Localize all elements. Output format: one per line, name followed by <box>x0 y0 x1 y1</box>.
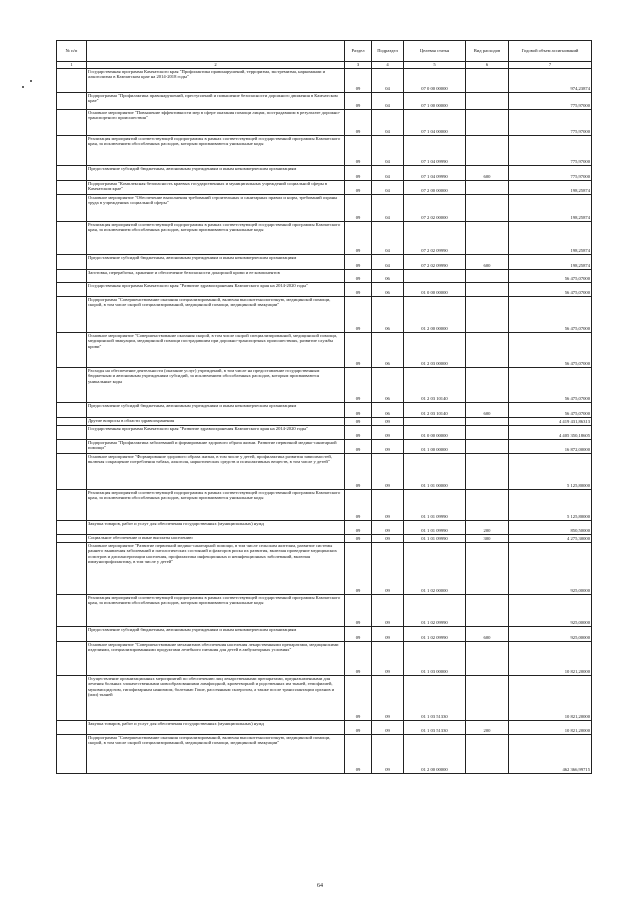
row-num <box>57 296 87 332</box>
table-row <box>57 367 592 402</box>
row-expense-type: 600 <box>466 165 509 180</box>
row-expense-type: 600 <box>466 626 509 641</box>
row-razdel: 09 <box>345 221 372 254</box>
row-podrazdel: 04 <box>372 109 404 135</box>
row-num <box>57 641 87 675</box>
header-podrazdel: Подраздел <box>372 41 404 62</box>
row-podrazdel: 06 <box>372 269 404 282</box>
row-name: Подпрограмма "Совершенствование оказания специализированной, включая высокотехнологичную, медицинской помощи, скорой, в том числе скорой специализированной, медицинской помощи, медицинской эвакуации" <box>87 734 345 773</box>
row-podrazdel: 06 <box>372 332 404 367</box>
row-num <box>57 68 87 92</box>
row-expense-type <box>466 641 509 675</box>
row-target-article: 01 0 00 00000 <box>404 282 466 296</box>
row-name: Предоставление субсидий бюджетным, автономным учреждениям и иным некоммерческим организациям <box>87 165 345 180</box>
row-podrazdel: 09 <box>372 425 404 439</box>
row-podrazdel: 06 <box>372 367 404 402</box>
row-podrazdel: 06 <box>372 402 404 417</box>
row-podrazdel: 04 <box>372 135 404 165</box>
row-expense-type <box>466 332 509 367</box>
row-num <box>57 439 87 453</box>
row-amount: 775,97000 <box>509 109 592 135</box>
row-expense-type <box>466 221 509 254</box>
column-number: 7 <box>509 62 592 69</box>
row-target-article: 01 0 00 00000 <box>404 425 466 439</box>
row-name: Государственная программа Камчатского края "Развитие здравоохранения Камчатского края на 2014-2020 годы" <box>87 282 345 296</box>
page-number: 64 <box>317 883 323 889</box>
row-razdel: 09 <box>345 453 372 489</box>
row-name: Подпрограмма "Профилактика заболеваний и формирование здорового образа жизни. Развитие первичной медико-санитарной помощи" <box>87 439 345 453</box>
table-row <box>57 282 592 296</box>
table-row <box>57 425 592 439</box>
column-number: 1 <box>57 62 87 69</box>
table-row <box>57 68 592 92</box>
row-podrazdel: 09 <box>372 594 404 626</box>
row-num <box>57 594 87 626</box>
table-row <box>57 92 592 109</box>
table-row <box>57 520 592 534</box>
row-target-article: 01 2 03 10140 <box>404 402 466 417</box>
row-target-article: 07 2 02 09990 <box>404 221 466 254</box>
row-podrazdel: 09 <box>372 453 404 489</box>
row-podrazdel: 09 <box>372 489 404 520</box>
row-num <box>57 109 87 135</box>
row-podrazdel: 09 <box>372 520 404 534</box>
row-razdel: 09 <box>345 109 372 135</box>
row-podrazdel: 09 <box>372 439 404 453</box>
scan-speck <box>30 80 32 82</box>
row-name: Осуществление организационных мероприятий по обеспечению лиц лекарственными препаратами, предназначенными для лечения больных злокачественными новообразованиями лимфоидной, кроветворной и родственных им тканей, гемофилией, муковисцидозом, гипофизарным нанизмом, болезнью Гоше, рассеянным склерозом, а также после трансплантации органов и (или) тканей <box>87 675 345 720</box>
row-podrazdel: 06 <box>372 282 404 296</box>
row-razdel: 09 <box>345 626 372 641</box>
row-num <box>57 92 87 109</box>
table-row <box>57 641 592 675</box>
row-num <box>57 734 87 773</box>
row-amount: 775,97000 <box>509 92 592 109</box>
row-razdel: 09 <box>345 180 372 194</box>
row-name: Основное мероприятие "Совершенствование механизмов обеспечения населения лекарственными препаратами, медицинскими изделиями, специализированными продуктами лечебного питания для детей в амбулаторных условиях" <box>87 641 345 675</box>
row-expense-type <box>466 109 509 135</box>
row-num <box>57 425 87 439</box>
row-amount: 925,00000 <box>509 594 592 626</box>
row-num <box>57 453 87 489</box>
row-razdel: 09 <box>345 417 372 425</box>
table-header-row <box>57 41 592 62</box>
row-expense-type <box>466 453 509 489</box>
column-number: 3 <box>345 62 372 69</box>
row-razdel: 09 <box>345 402 372 417</box>
table-row <box>57 165 592 180</box>
row-amount: 56 475,07000 <box>509 367 592 402</box>
row-name: Основное мероприятие "Повышение эффективности мер в сфере оказания помощи лицам, пострадавшим в результате дорожно-транспортного происшествия" <box>87 109 345 135</box>
row-target-article: 01 1 03 00000 <box>404 641 466 675</box>
table-body <box>57 68 592 773</box>
row-podrazdel: 06 <box>372 296 404 332</box>
header-expense-type: Вид расходов <box>466 41 509 62</box>
row-target-article: 01 2 00 00000 <box>404 734 466 773</box>
row-podrazdel: 04 <box>372 194 404 221</box>
row-target-article: 07 2 02 09990 <box>404 254 466 269</box>
row-razdel: 09 <box>345 367 372 402</box>
row-razdel: 09 <box>345 489 372 520</box>
row-razdel: 09 <box>345 269 372 282</box>
row-razdel: 09 <box>345 165 372 180</box>
table-row <box>57 453 592 489</box>
row-amount: 925,00000 <box>509 626 592 641</box>
row-name: Закупка товаров, работ и услуг для обеспечения государственных (муниципальных) нужд <box>87 720 345 734</box>
row-num <box>57 180 87 194</box>
row-expense-type <box>466 282 509 296</box>
row-name: Предоставление субсидий бюджетным, автономным учреждениям и иным некоммерческим организациям <box>87 402 345 417</box>
row-name: Подпрограмма "Комплексная безопасность краевых государственных и муниципальных учреждений социальной сферы в Камчатском крае" <box>87 180 345 194</box>
row-amount: 4 405 350,18605 <box>509 425 592 439</box>
row-name: Основное мероприятие "Развитие первичной медико-санитарной помощи, в том числе сельским жителям, развитие системы раннего выявления заболеваний и патологических состояний и факторов риска их развития, включая проведение медицинских осмотров и диспансеризации населения, профилактика инфекционных и неинфекционных заболеваний, включая иммунопрофилактику, в том числе у детей" <box>87 542 345 594</box>
row-amount: 4 419 431,86313 <box>509 417 592 425</box>
header-num: № п/п <box>57 41 87 62</box>
row-podrazdel: 04 <box>372 68 404 92</box>
row-target-article: 01 1 01 09990 <box>404 534 466 542</box>
row-name: Государственная программа Камчатского края "Развитие здравоохранения Камчатского края на 2014-2020 годы" <box>87 425 345 439</box>
row-podrazdel: 04 <box>372 221 404 254</box>
row-target-article: 07 1 00 00000 <box>404 92 466 109</box>
row-razdel: 09 <box>345 675 372 720</box>
row-name: Основное мероприятие "Формирование здорового образа жизни, в том числе у детей, профилактика развития зависимостей, включая сокращение потребления табака, алкоголя, наркотических средств и психоактивных веществ, в том числе у детей" <box>87 453 345 489</box>
row-num <box>57 332 87 367</box>
row-name: Реализация мероприятий соответствующей подпрограммы в рамках соответствующей государственной программы Камчатского края, за исключением обособленных расходов, которым присваиваются уникальные коды <box>87 594 345 626</box>
row-num <box>57 534 87 542</box>
row-name: Другие вопросы в области здравоохранения <box>87 417 345 425</box>
header-annual-volume: Годовой объем ассигнований <box>509 41 592 62</box>
row-num <box>57 135 87 165</box>
table-row <box>57 332 592 367</box>
row-target-article: 01 1 01 09990 <box>404 520 466 534</box>
row-razdel: 09 <box>345 194 372 221</box>
row-name: Подпрограмма "Совершенствование оказания специализированной, включая высокотехнологичную, медицинской помощи, скорой, в том числе скорой специализированной, медицинской помощи, медицинской эвакуации" <box>87 296 345 332</box>
row-target-article: 07 1 04 09990 <box>404 135 466 165</box>
column-number: 5 <box>404 62 466 69</box>
row-num <box>57 720 87 734</box>
row-razdel: 09 <box>345 520 372 534</box>
row-num <box>57 675 87 720</box>
row-razdel: 09 <box>345 68 372 92</box>
row-num <box>57 542 87 594</box>
row-expense-type <box>466 269 509 282</box>
row-razdel: 09 <box>345 332 372 367</box>
row-name: Подпрограмма "Профилактика правонарушений, преступлений и повышение безопасности дорожного движения в Камчатском крае" <box>87 92 345 109</box>
header-target-article: Целевая статья <box>404 41 466 62</box>
row-target-article: 07 1 04 09990 <box>404 165 466 180</box>
scan-speck <box>22 86 24 88</box>
row-podrazdel: 09 <box>372 542 404 594</box>
row-amount: 10 821,20000 <box>509 720 592 734</box>
budget-table <box>56 40 592 774</box>
row-amount: 5 125,80000 <box>509 489 592 520</box>
header-name <box>87 41 345 62</box>
row-razdel: 09 <box>345 296 372 332</box>
row-amount: 974,23874 <box>509 68 592 92</box>
row-podrazdel: 09 <box>372 641 404 675</box>
row-num <box>57 367 87 402</box>
table-row <box>57 542 592 594</box>
row-expense-type <box>466 439 509 453</box>
row-target-article: 07 0 00 00000 <box>404 68 466 92</box>
row-target-article: 01 2 03 00000 <box>404 332 466 367</box>
row-razdel: 09 <box>345 282 372 296</box>
row-amount: 775,97000 <box>509 165 592 180</box>
row-target-article: 07 2 00 00000 <box>404 180 466 194</box>
row-name: Социальное обеспечение и иные выплаты населению <box>87 534 345 542</box>
row-name: Реализация мероприятий соответствующей подпрограммы в рамках соответствующей государственной программы Камчатского края, за исключением обособленных расходов, которым присваиваются уникальные коды <box>87 221 345 254</box>
row-expense-type <box>466 542 509 594</box>
row-num <box>57 417 87 425</box>
row-target-article: 01 1 03 51330 <box>404 675 466 720</box>
row-target-article: 07 1 04 00000 <box>404 109 466 135</box>
row-num <box>57 254 87 269</box>
row-podrazdel: 09 <box>372 626 404 641</box>
row-name: Основное мероприятие "Совершенствование оказания скорой, в том числе скорой специализированной, медицинской помощи, медицинской эвакуации, медицинской помощи пострадавшим при дорожно-транспортных происшествиях, развитие службы крови" <box>87 332 345 367</box>
row-expense-type <box>466 180 509 194</box>
row-razdel: 09 <box>345 439 372 453</box>
row-name: Заготовка, переработка, хранение и обеспечение безопасности донорской крови и ее компонентов <box>87 269 345 282</box>
row-expense-type: 300 <box>466 534 509 542</box>
row-expense-type <box>466 367 509 402</box>
row-name: Предоставление субсидий бюджетным, автономным учреждениям и иным некоммерческим организациям <box>87 626 345 641</box>
row-target-article: 01 2 00 00000 <box>404 296 466 332</box>
row-target-article: 01 1 03 51330 <box>404 720 466 734</box>
row-target-article: 01 2 03 10140 <box>404 367 466 402</box>
row-amount: 198,25874 <box>509 254 592 269</box>
table-row <box>57 194 592 221</box>
table-row <box>57 221 592 254</box>
row-expense-type <box>466 92 509 109</box>
table-row <box>57 734 592 773</box>
row-expense-type <box>466 194 509 221</box>
table-row <box>57 402 592 417</box>
row-target-article: 01 1 02 09990 <box>404 626 466 641</box>
row-amount: 56 475,07000 <box>509 282 592 296</box>
row-expense-type <box>466 425 509 439</box>
row-podrazdel: 09 <box>372 675 404 720</box>
row-name: Предоставление субсидий бюджетным, автономным учреждениям и иным некоммерческим организациям <box>87 254 345 269</box>
row-num <box>57 282 87 296</box>
row-expense-type: 600 <box>466 254 509 269</box>
row-amount: 10 821,20000 <box>509 641 592 675</box>
row-amount: 56 475,07000 <box>509 269 592 282</box>
row-amount: 10 821,20000 <box>509 675 592 720</box>
column-number-row <box>57 62 592 69</box>
table-row <box>57 439 592 453</box>
row-razdel: 09 <box>345 135 372 165</box>
row-amount: 56 475,07000 <box>509 296 592 332</box>
table-row <box>57 109 592 135</box>
row-podrazdel: 04 <box>372 165 404 180</box>
row-razdel: 09 <box>345 92 372 109</box>
table-row <box>57 417 592 425</box>
row-num <box>57 626 87 641</box>
row-expense-type <box>466 417 509 425</box>
row-razdel: 09 <box>345 534 372 542</box>
row-target-article: 01 1 00 00000 <box>404 439 466 453</box>
row-num <box>57 221 87 254</box>
budget-table-sheet <box>56 40 591 774</box>
row-target-article: 01 1 02 00000 <box>404 542 466 594</box>
table-row <box>57 720 592 734</box>
row-target-article <box>404 269 466 282</box>
table-row <box>57 296 592 332</box>
table-row <box>57 489 592 520</box>
row-name: Государственная программа Камчатского края "Профилактика правонарушений, терроризма, экстремизма, наркомании и алкоголизма в Камчатском крае на 2014-2018 годы" <box>87 68 345 92</box>
row-amount: 775,97000 <box>509 135 592 165</box>
table-row <box>57 675 592 720</box>
row-amount: 462 366,99715 <box>509 734 592 773</box>
row-amount: 198,25874 <box>509 180 592 194</box>
row-expense-type <box>466 675 509 720</box>
row-target-article <box>404 417 466 425</box>
column-number: 2 <box>87 62 345 69</box>
row-podrazdel: 09 <box>372 417 404 425</box>
row-amount: 5 125,80000 <box>509 453 592 489</box>
row-expense-type <box>466 594 509 626</box>
row-amount: 16 872,00000 <box>509 439 592 453</box>
row-expense-type <box>466 68 509 92</box>
row-razdel: 09 <box>345 594 372 626</box>
row-num <box>57 194 87 221</box>
row-amount: 56 475,07000 <box>509 332 592 367</box>
row-amount: 198,25874 <box>509 194 592 221</box>
table-row <box>57 534 592 542</box>
row-name: Основное мероприятие "Обеспечение выполнения требований строительных и санитарных правил и норм, требований охраны труда в учреждениях социальной сферы" <box>87 194 345 221</box>
row-num <box>57 165 87 180</box>
row-podrazdel: 04 <box>372 254 404 269</box>
row-target-article: 01 1 01 00000 <box>404 453 466 489</box>
row-name: Реализация мероприятий соответствующей подпрограммы в рамках соответствующей государственной программы Камчатского края, за исключением обособленных расходов, которым присваиваются уникальные коды <box>87 135 345 165</box>
row-expense-type: 600 <box>466 402 509 417</box>
row-podrazdel: 09 <box>372 534 404 542</box>
row-podrazdel: 09 <box>372 720 404 734</box>
row-expense-type: 200 <box>466 720 509 734</box>
table-row <box>57 594 592 626</box>
row-num <box>57 489 87 520</box>
row-expense-type <box>466 135 509 165</box>
column-number: 4 <box>372 62 404 69</box>
row-num <box>57 520 87 534</box>
row-razdel: 09 <box>345 734 372 773</box>
row-podrazdel: 09 <box>372 734 404 773</box>
row-podrazdel: 04 <box>372 180 404 194</box>
column-number: 6 <box>466 62 509 69</box>
row-target-article: 01 1 01 09990 <box>404 489 466 520</box>
row-amount: 925,00000 <box>509 542 592 594</box>
table-row <box>57 269 592 282</box>
row-target-article: 07 2 02 00000 <box>404 194 466 221</box>
row-amount: 4 275,30000 <box>509 534 592 542</box>
row-num <box>57 269 87 282</box>
row-expense-type: 200 <box>466 520 509 534</box>
table-row <box>57 254 592 269</box>
row-razdel: 09 <box>345 720 372 734</box>
table-row <box>57 626 592 641</box>
row-expense-type <box>466 489 509 520</box>
row-name: Расходы на обеспечение деятельности (оказание услуг) учреждений, в том числе на предоставление государственным бюджетным и автономным учреждениям субсидий, за исключением обособленных расходов, которым присваиваются уникальные коды <box>87 367 345 402</box>
row-name: Реализация мероприятий соответствующей подпрограммы в рамках соответствующей государственной программы Камчатского края, за исключением обособленных расходов, которым присваиваются уникальные коды <box>87 489 345 520</box>
row-podrazdel: 04 <box>372 92 404 109</box>
row-expense-type <box>466 734 509 773</box>
row-target-article: 01 1 02 09990 <box>404 594 466 626</box>
row-amount: 850,50000 <box>509 520 592 534</box>
row-num <box>57 402 87 417</box>
row-razdel: 09 <box>345 425 372 439</box>
row-razdel: 09 <box>345 254 372 269</box>
header-razdel: Раздел <box>345 41 372 62</box>
row-razdel: 09 <box>345 542 372 594</box>
row-amount: 198,25874 <box>509 221 592 254</box>
table-row <box>57 135 592 165</box>
row-expense-type <box>466 296 509 332</box>
row-name: Закупка товаров, работ и услуг для обеспечения государственных (муниципальных) нужд <box>87 520 345 534</box>
row-amount: 56 475,07000 <box>509 402 592 417</box>
table-row <box>57 180 592 194</box>
row-razdel: 09 <box>345 641 372 675</box>
